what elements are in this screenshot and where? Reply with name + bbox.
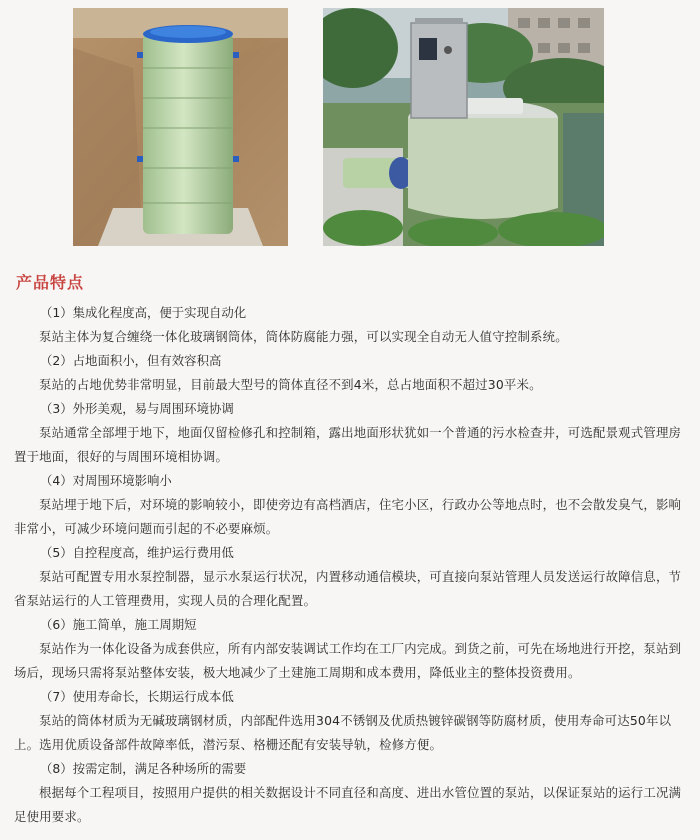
feature-body: 泵站主体为复合缠绕一体化玻璃钢筒体，筒体防腐能力强，可以实现全自动无人值守控制系统。 — [39, 329, 568, 344]
feature-body: 泵站的占地优势非常明显，目前最大型号的筒体直径不到4米，总占地面积不超过30平米。 — [39, 377, 542, 392]
feature-item — [14, 469, 686, 541]
installed-station-photo — [323, 8, 604, 246]
feature-heading: （5）自控程度高，维护运行费用低 — [40, 545, 234, 560]
features-section — [14, 270, 686, 829]
feature-body: 根据每个工程项目，按照用户提供的相关数据设计不同直径和高度、进出水管位置的泵站，以保证泵站的运行工况满足使用要求。 — [14, 785, 682, 824]
pump-tank-photo — [73, 8, 288, 246]
feature-heading: （6）施工简单，施工周期短 — [40, 617, 197, 632]
feature-heading: （7）使用寿命长，长期运行成本低 — [40, 689, 234, 704]
feature-item — [14, 613, 686, 685]
feature-body: 泵站埋于地下后，对环境的影响较小，即使旁边有高档酒店，住宅小区，行政办公等地点时，也不会散发臭气，影响非常小，可减少环境问题而引起的不必要麻烦。 — [14, 497, 682, 536]
feature-item — [14, 349, 686, 397]
section-title: 产品特点 — [16, 273, 85, 292]
feature-item — [14, 757, 686, 829]
feature-body: 泵站作为一体化设备为成套供应，所有内部安装调试工作均在工厂内完成。到货之前，可先在场地进行开挖，泵站到场后，现场只需将泵站整体安装，极大地减少了土建施工周期和成本费用，降低业主的整体投资费用。 — [14, 641, 682, 680]
feature-heading: （1）集成化程度高，便于实现自动化 — [40, 305, 247, 320]
feature-heading: （8）按需定制，满足各种场所的需要 — [40, 761, 247, 776]
feature-item — [14, 397, 686, 469]
feature-item — [14, 685, 686, 757]
feature-heading: （4）对周围环境影响小 — [40, 473, 172, 488]
installed-station-illustration — [323, 8, 604, 246]
feature-body: 泵站的筒体材质为无碱玻璃钢材质，内部配件选用304不锈钢及优质热镀锌碳钢等防腐材质，使用寿命可达50年以上。选用优质设备部件故障率低，潜污泵、格栅还配有安装导轨，检修方便。 — [14, 713, 672, 752]
feature-heading: （2）占地面积小，但有效容积高 — [40, 353, 222, 368]
feature-heading: （3）外形美观，易与周围环境协调 — [40, 401, 234, 416]
feature-item — [14, 541, 686, 613]
feature-body: 泵站通常全部埋于地下，地面仅留检修孔和控制箱，露出地面形状犹如一个普通的污水检查井，可选配景观式管理房置于地面，很好的与周围环境相协调。 — [14, 425, 682, 464]
photo-row — [0, 0, 700, 255]
feature-item — [14, 301, 686, 349]
feature-body: 泵站可配置专用水泵控制器，显示水泵运行状况，内置移动通信模块，可直接向泵站管理人员发送运行故障信息，节省泵站运行的人工管理费用，实现人员的合理化配置。 — [14, 569, 682, 608]
pump-tank-illustration — [73, 8, 288, 246]
